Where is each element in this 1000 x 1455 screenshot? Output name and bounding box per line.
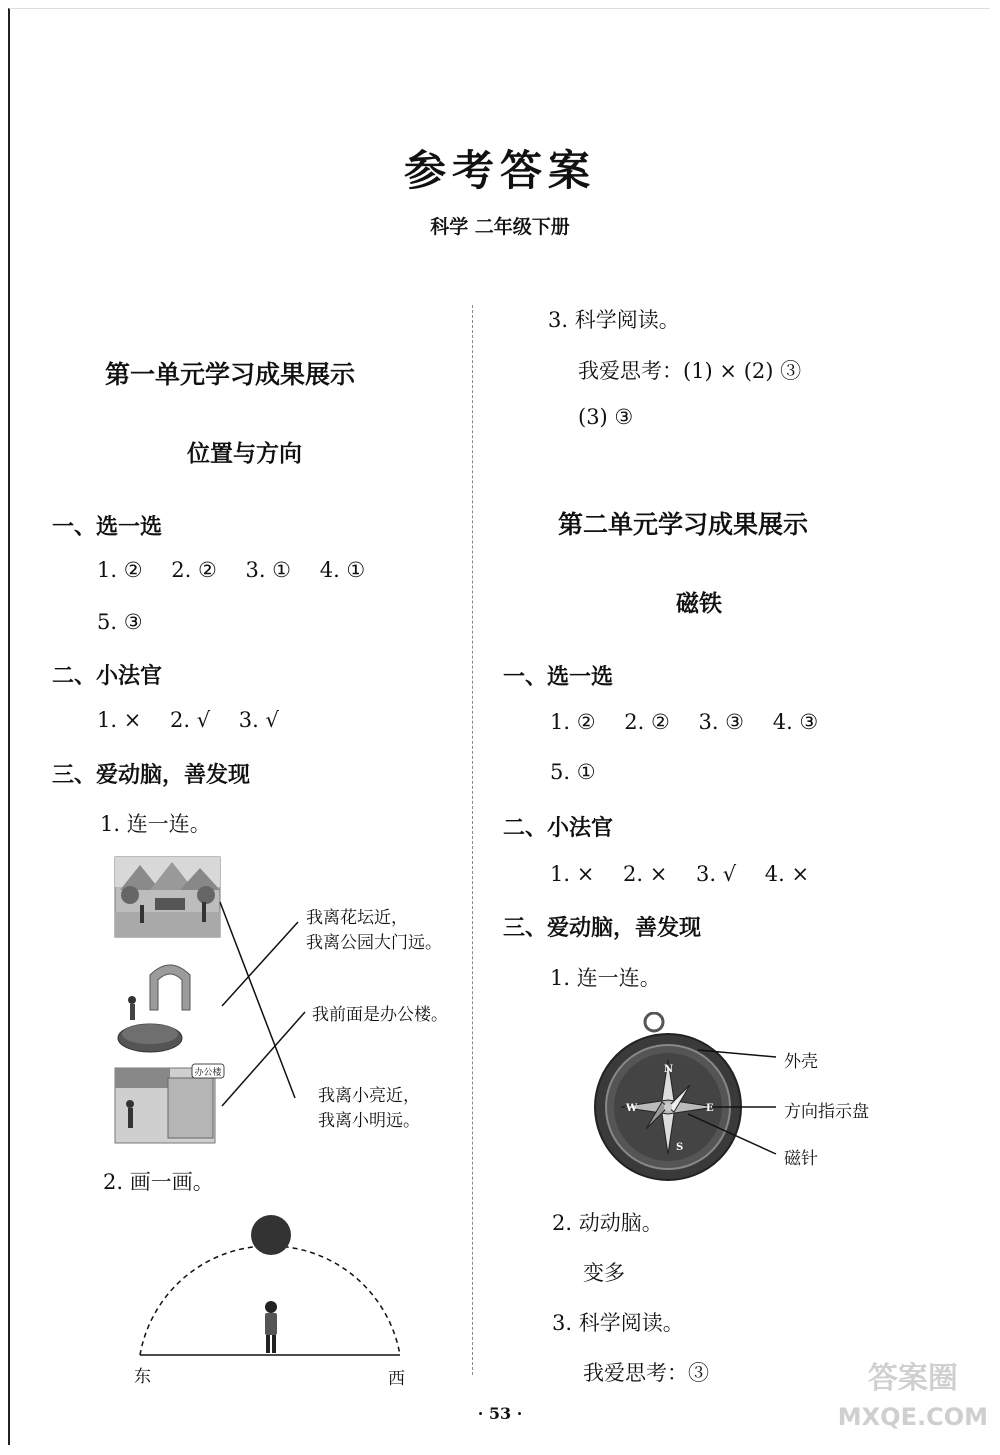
answer-item: 5. ③ [97, 610, 143, 634]
unit-1-sec1-answers [97, 558, 365, 582]
unit-1-title: 第一单元学习成果展示 [105, 360, 356, 389]
unit-2-sec3-heading: 三、爱动脑，善发现 [503, 915, 702, 941]
match-label: 我离小亮近， [318, 1086, 420, 1106]
answer-item: 4. × [764, 862, 810, 886]
watermark-logo [838, 1360, 988, 1436]
answer-item: 2. ② [171, 558, 217, 582]
gate-flowerbed-image [118, 965, 190, 1052]
match-label: 我离公园大门远。 [306, 933, 442, 953]
sun-icon [251, 1215, 291, 1255]
east-label: 东 [134, 1367, 151, 1387]
unit-1-sec1-heading: 一、选一选 [52, 514, 163, 540]
unit-2-title: 第二单元学习成果展示 [558, 510, 809, 539]
compass-ring [645, 1013, 663, 1031]
compass-letter-e: E [706, 1103, 714, 1114]
match-label: 我离小明远。 [318, 1111, 420, 1131]
unit-2-sec1-heading: 一、选一选 [503, 664, 614, 690]
unit-1-sec3-heading: 三、爱动脑，善发现 [52, 762, 251, 788]
unit-1-q2: 2. 画一画。 [103, 1170, 214, 1194]
answer-item: 2. × [623, 862, 668, 886]
answer-item: 1. ② [97, 558, 143, 582]
unit-1-topic: 位置与方向 [187, 440, 302, 467]
unit-2-q1: 1. 连一连。 [550, 966, 661, 990]
page-subtitle: 科学 二年级下册 [430, 216, 570, 238]
answer-item: 4. ③ [772, 710, 819, 734]
answer-item: 1. × [97, 708, 142, 732]
unit-1-q1: 1. 连一连。 [100, 812, 211, 836]
west-label: 西 [388, 1369, 405, 1389]
unit-2-q3: 3. 科学阅读。 [552, 1311, 684, 1335]
unit-1-sec2-heading: 二、小法官 [52, 663, 163, 689]
match-label: 我离花坛近， [306, 908, 408, 928]
page-title: 参考答案 [403, 146, 596, 195]
watermark-line1: 答案圈 [867, 1361, 958, 1396]
compass-letter-n: N [664, 1064, 674, 1075]
unit-2-sec1-answers [550, 710, 818, 734]
unit-2-topic: 磁铁 [676, 590, 722, 617]
column-divider [472, 305, 473, 1375]
reading-heading: 3. 科学阅读。 [548, 308, 680, 332]
answer-item: 3. ① [245, 558, 292, 582]
office-building-image [115, 1064, 224, 1143]
person-icon [265, 1301, 277, 1353]
answer-item: 3. ③ [698, 710, 745, 734]
park-scene-image [115, 857, 220, 937]
match-line [222, 922, 298, 1006]
answer-item: 1. × [550, 862, 595, 886]
unit-2-sec2-heading: 二、小法官 [503, 815, 614, 841]
answer-item: 2. √ [170, 708, 211, 732]
answer-item: 3. √ [696, 862, 737, 886]
unit-2-sec2-answers [550, 862, 809, 886]
unit-1-sec2-answers [97, 708, 279, 732]
sun-path-diagram [130, 1205, 420, 1385]
compass-letter-s: S [676, 1142, 684, 1153]
answer-item: 3. √ [238, 708, 279, 732]
match-line [220, 902, 295, 1098]
answer-item: 1. ② [550, 710, 596, 734]
compass-label-needle: 磁针 [784, 1149, 818, 1169]
answer-item: 2. ② [624, 710, 670, 734]
watermark-line2: MXQE.COM [837, 1403, 988, 1431]
answer-item: 4. ① [319, 558, 366, 582]
unit-2-q3-answer: 我爱思考：③ [583, 1361, 709, 1385]
compass-label-shell: 外壳 [784, 1052, 818, 1072]
reading-answer-2: (3) ③ [578, 405, 634, 429]
answer-item: 5. ① [550, 760, 596, 784]
unit-2-q2: 2. 动动脑。 [552, 1211, 663, 1235]
compass-letter-w: W [626, 1103, 638, 1114]
office-sign-label: 办公楼 [194, 1068, 222, 1078]
page-number: · 53 · [477, 1404, 523, 1423]
match-label: 我前面是办公楼。 [312, 1005, 448, 1025]
reading-answer-1: 我爱思考：(1) × (2) ③ [578, 359, 802, 383]
unit-2-q2-answer: 变多 [583, 1261, 625, 1285]
compass-label-dial: 方向指示盘 [784, 1102, 869, 1122]
